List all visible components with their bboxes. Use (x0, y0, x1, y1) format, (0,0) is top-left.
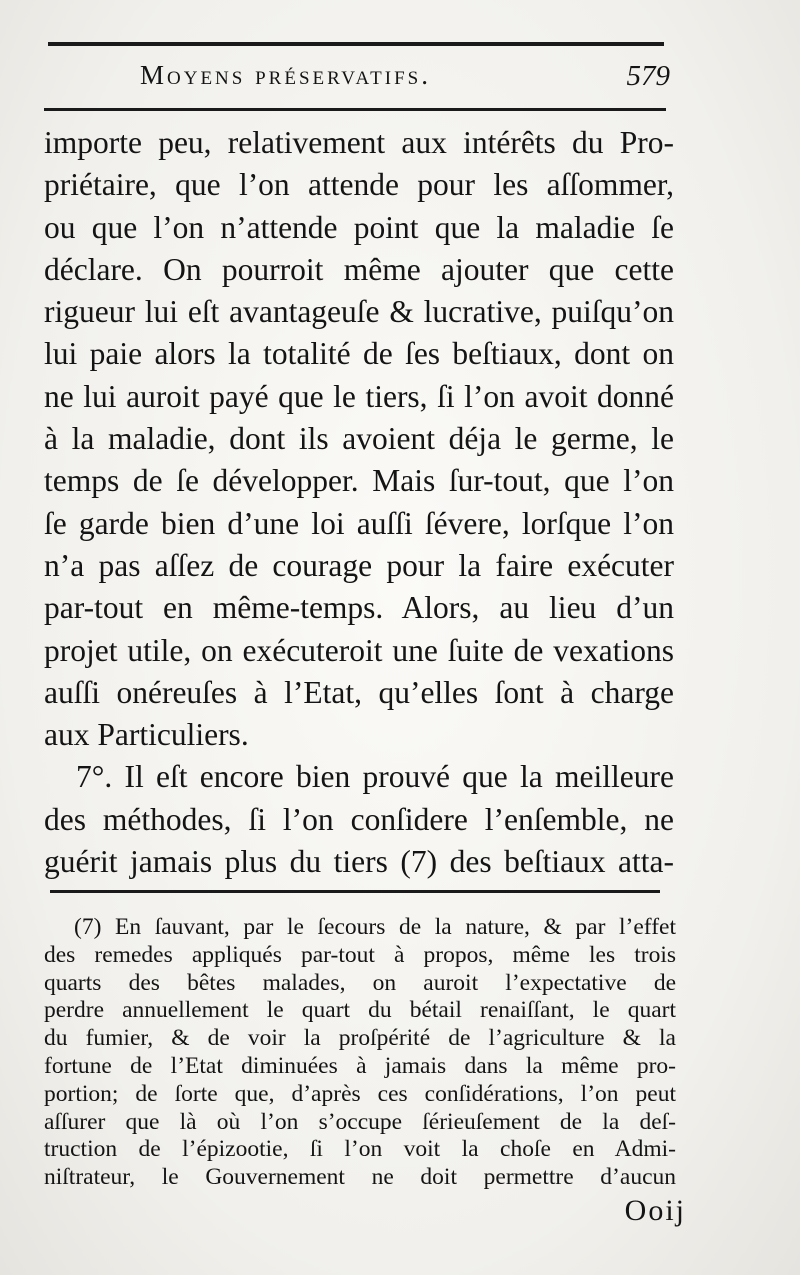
footnote-line: fortune de l’Etat diminuées à jamais dans la même pro- (44, 1052, 676, 1079)
text-line: 7°. Il eſt encore bien prouvé que la meilleure (76, 759, 674, 795)
page-header (140, 60, 670, 100)
footnote-line: des remedes appliqués par-tout à propos, même les trois (44, 941, 676, 968)
header-top-rule (48, 42, 664, 46)
footnote-line: perdre annuellement le quart du bétail renaiſſant, le quart (44, 997, 676, 1024)
signature-mark: Ooij (624, 1194, 686, 1227)
footnote-line: truction de l’épizootie, ſi l’on voit la choſe en Admi- (44, 1136, 676, 1163)
footnote (44, 914, 676, 1192)
footnote-line: quarts des bêtes malades, on auroit l’expectative de (44, 969, 676, 996)
running-head: Moyens préservatifs. (140, 60, 431, 90)
main-text (44, 122, 674, 883)
text-line: des méthodes, ſi l’on conſidere l’enſemble, ne (44, 801, 674, 837)
text-line: lui paie alors la totalité de ſes beſtiaux, dont on (44, 336, 674, 372)
footnote-line: niſtrateur, le Gouvernement ne doit permettre d’aucun (44, 1164, 676, 1191)
text-line: rigueur lui eſt avantageuſe & lucrative, puiſqu’on (44, 294, 674, 330)
text-line: déclare. On pourroit même ajouter que cette (44, 251, 674, 287)
text-line: aux Particuliers. (44, 717, 249, 753)
text-line: à la maladie, dont ils avoient déja le germe, le (44, 421, 674, 457)
text-line: projet utile, on exécuteroit une ſuite de vexations (44, 632, 674, 668)
footnote-line: (7) En ſauvant, par le ſecours de la nature, & par l’effet (74, 914, 676, 940)
text-line: temps de ſe développer. Mais ſur-tout, que l’on (44, 463, 674, 499)
footnote-line: portion; de ſorte que, d’après ces conſidérations, l’on peut (44, 1080, 676, 1107)
page-number: 579 (626, 60, 670, 92)
footnote-line: du fumier, & de voir la proſpérité de l’agriculture & la (44, 1025, 676, 1052)
text-line: ne lui auroit payé que le tiers, ſi l’on avoit donné (44, 378, 674, 414)
header-bottom-rule (44, 108, 666, 111)
text-line: par-tout en même-temps. Alors, au lieu d’un (44, 590, 674, 626)
text-line: ou que l’on n’attende point que la maladie ſe (44, 209, 674, 245)
text-line: n’a pas aſſez de courage pour la faire exécuter (44, 547, 674, 583)
text-line: auſſi onéreuſes à l’Etat, qu’elles ſont à charge (44, 674, 674, 710)
footnote-separator-rule (50, 890, 660, 893)
text-line: priétaire, que l’on attende pour les aſſommer, (44, 167, 674, 203)
footnote-line: aſſurer que là où l’on s’occupe ſérieuſement de la deſ- (44, 1108, 676, 1135)
text-line: guérit jamais plus du tiers (7) des beſtiaux atta- (44, 844, 674, 880)
text-line: ſe garde bien d’une loi auſſi ſévere, lorſque l’on (44, 505, 674, 541)
text-line: importe peu, relativement aux intérêts du Pro- (44, 125, 674, 160)
